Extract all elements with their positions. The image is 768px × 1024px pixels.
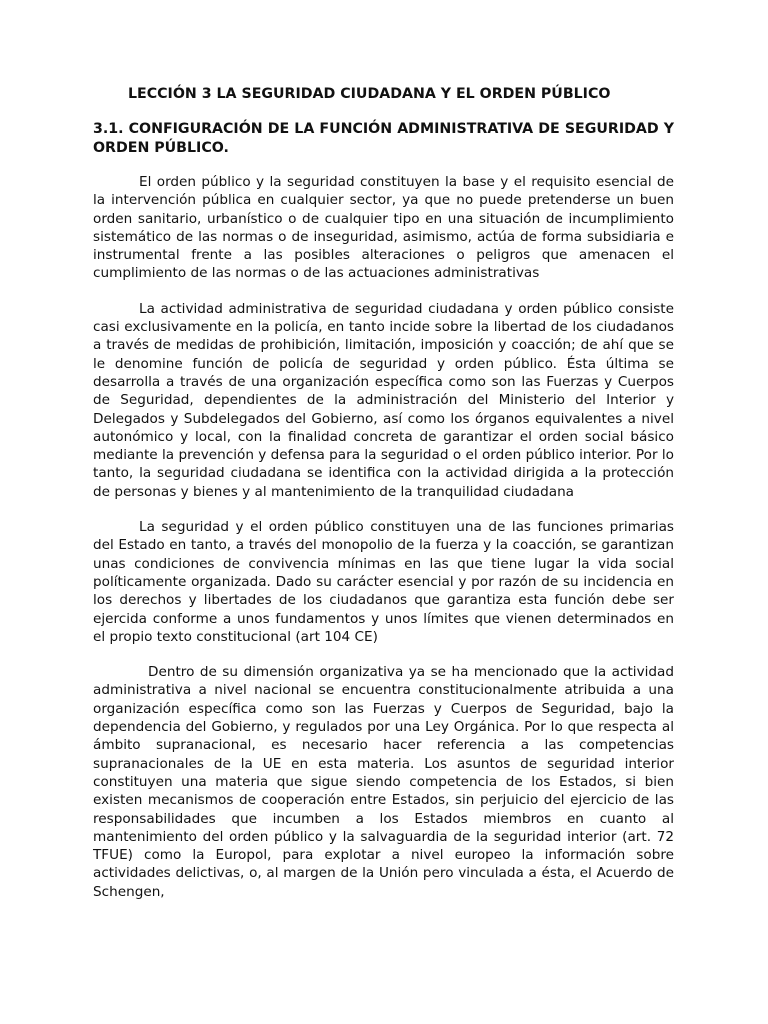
paragraph-1: El orden público y la seguridad constituyen la base y el requisito esencial de la intervención pública en cualquier sector, ya que no puede pretenderse un buen orden sanitario, urbanístico o de cualquier tipo en una situación de incumplimiento sistemático de las normas o de inseguridad, asimismo, actúa de forma subsidiaria e instrumental frente a las posibles alteraciones o peligros que amenacen el cumplimiento de las normas o de las actuaciones administrativas [93, 174, 674, 282]
paragraph-4: Dentro de su dimensión organizativa ya se ha mencionado que la actividad administrativa a nivel nacional se encuentra constitucionalmente atribuida a una organización específica como son las Fuerzas y Cuerpos de Seguridad, bajo la dependencia del Gobierno, y regulados por una Ley Orgánica. Por lo que respecta al ámbito supranacional, es necesario hacer referencia a las competencias supranacionales de la UE en esta materia. Los asuntos de seguridad interior constituyen una materia que sigue siendo competencia de los Estados, si bien existen mecanismos de cooperación entre Estados, sin perjuicio del ejercicio de las responsabilidades que incumben a los Estados miembros en cuanto al mantenimiento del orden público y la salvaguardia de la seguridad interior (art. 72 TFUE) como la Europol, para explotar a nivel europeo la información sobre actividades delictivas, o, al margen de la Unión pero vinculada a ésta, el Acuerdo de Schengen, [93, 664, 674, 900]
paragraph-2: La actividad administrativa de seguridad ciudadana y orden público consiste casi exclusivamente en la policía, en tanto incide sobre la libertad de los ciudadanos a través de medidas de prohibición, limitación, imposición y coacción; de ahí que se le denomine función de policía de seguridad y orden público. Ésta última se desarrolla a través de una organización específica como son las Fuerzas y Cuerpos de Seguridad, dependientes de la administración del Ministerio del Interior y Delegados y Subdelegados del Gobierno, así como los órganos equivalentes a nivel autonómico y local, con la finalidad concreta de garantizar el orden social básico mediante la prevención y defensa para la seguridad o el orden público interior. Por lo tanto, la seguridad ciudadana se identifica con la actividad dirigida a la protección de personas y bienes y al mantenimiento de la tranquilidad ciudadana [93, 300, 674, 500]
document-page [93, 84, 674, 918]
page-title: LECCIÓN 3 LA SEGURIDAD CIUDADANA Y EL ORDEN PÚBLICO [128, 86, 611, 102]
section-heading: 3.1. CONFIGURACIÓN DE LA FUNCIÓN ADMINISTRATIVA DE SEGURIDAD Y ORDEN PÚBLICO. [93, 121, 674, 156]
paragraph-3: La seguridad y el orden público constituyen una de las funciones primarias del Estado en tanto, a través del monopolio de la fuerza y la coacción, se garantizan unas condiciones de convivencia mínimas en las que tiene lugar la vida social políticamente organizada. Dado su carácter esencial y por razón de su incidencia en los derechos y libertades de los ciudadanos que garantiza esta función debe ser ejercida conforme a unos fundamentos y unos límites que vienen determinados en el propio texto constitucional (art 104 CE) [93, 519, 674, 645]
